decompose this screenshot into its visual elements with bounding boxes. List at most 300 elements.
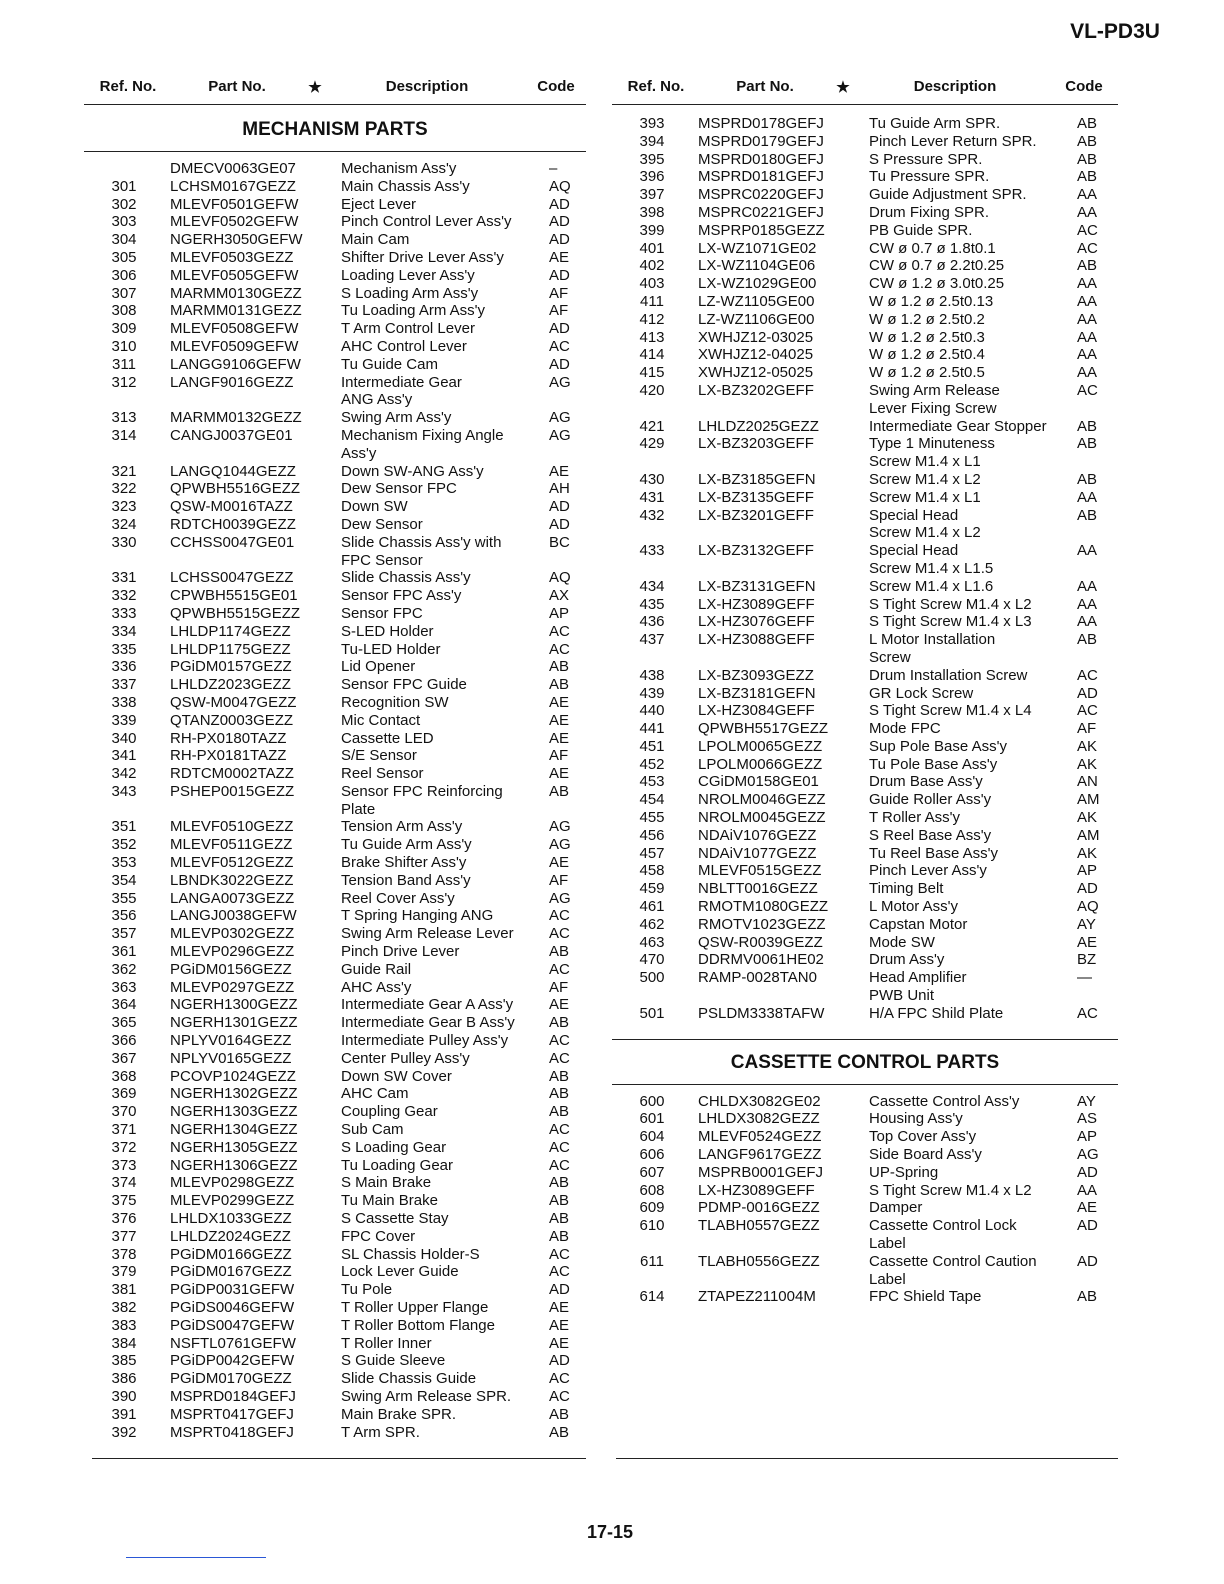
part-no-cell: NDAiV1076GEZZ bbox=[698, 826, 817, 844]
part-no-cell bbox=[684, 560, 865, 578]
left-column bbox=[84, 78, 586, 1441]
ref-no-cell bbox=[620, 987, 684, 1005]
table-row bbox=[84, 374, 586, 392]
code-cell: AC bbox=[549, 1387, 570, 1405]
code-cell: AB bbox=[1077, 631, 1098, 649]
code-cell: AA bbox=[1077, 1181, 1098, 1199]
part-no-cell: PGiDP0031GEFW bbox=[170, 1281, 295, 1299]
ref-no-cell: 415 bbox=[639, 364, 665, 382]
code-cell: AB bbox=[549, 1103, 570, 1121]
ref-no-cell: 362 bbox=[111, 960, 137, 978]
bottom-rule-right bbox=[616, 1458, 1118, 1459]
description-cell: FPC Sensor bbox=[341, 551, 423, 569]
code-cell: AD bbox=[549, 231, 570, 249]
code-cell bbox=[1073, 987, 1113, 1005]
description-cell: Tension Band Ass'y bbox=[341, 871, 471, 889]
ref-no-cell bbox=[92, 801, 156, 819]
part-no-cell bbox=[684, 987, 865, 1005]
ref-no-cell: 301 bbox=[111, 177, 137, 195]
description-cell: Ass'y bbox=[341, 444, 377, 462]
part-no-cell: MSPRP0185GEZZ bbox=[698, 221, 825, 239]
part-no-cell: MLEVF0509GEFW bbox=[170, 337, 299, 355]
header-star: ★ bbox=[308, 79, 322, 96]
part-no-cell: LHLDX1033GEZZ bbox=[170, 1210, 292, 1228]
ref-no-cell: 368 bbox=[111, 1067, 137, 1085]
description-cell: S Main Brake bbox=[341, 1174, 432, 1192]
ref-no-cell: 331 bbox=[111, 569, 137, 587]
table-row bbox=[84, 391, 586, 409]
ref-no-cell: 342 bbox=[111, 765, 137, 783]
table-row bbox=[84, 818, 586, 836]
ref-no-cell: 310 bbox=[111, 337, 137, 355]
part-no-cell: MLEVP0299GEZZ bbox=[170, 1192, 295, 1210]
right-column bbox=[612, 78, 1118, 1306]
description-cell: Tu Guide Arm Ass'y bbox=[341, 836, 472, 854]
ref-no-cell: 391 bbox=[111, 1405, 137, 1423]
table-row bbox=[612, 898, 1118, 916]
ref-no-cell: 357 bbox=[111, 925, 137, 943]
ref-no-cell: 314 bbox=[111, 426, 137, 444]
table-row bbox=[84, 1370, 586, 1388]
description-cell: Dew Sensor bbox=[341, 515, 423, 533]
description-cell: Cassette Control Ass'y bbox=[869, 1092, 1020, 1110]
table-row bbox=[84, 516, 586, 534]
table-row bbox=[612, 1217, 1118, 1235]
code-cell: AE bbox=[549, 996, 570, 1014]
table-row bbox=[612, 702, 1118, 720]
ref-no-cell: 454 bbox=[639, 791, 665, 809]
table-row bbox=[84, 569, 586, 587]
code-cell: AD bbox=[1077, 880, 1098, 898]
description-cell: Head Amplifier bbox=[869, 969, 967, 987]
table-header-right bbox=[612, 78, 1118, 105]
ref-no-cell: 361 bbox=[111, 943, 137, 961]
part-no-cell: DDRMV0061HE02 bbox=[698, 951, 824, 969]
code-cell: AY bbox=[1077, 1092, 1096, 1110]
ref-no-cell bbox=[92, 552, 156, 570]
ref-no-cell: 433 bbox=[639, 542, 665, 560]
part-no-cell: RH-PX0180TAZZ bbox=[170, 729, 287, 747]
code-cell: AC bbox=[549, 1245, 570, 1263]
part-no-cell: CANGJ0037GE01 bbox=[170, 426, 293, 444]
table-row bbox=[84, 427, 586, 445]
part-no-cell bbox=[684, 400, 865, 418]
ref-no-cell: 352 bbox=[111, 836, 137, 854]
ref-no-cell bbox=[620, 400, 684, 418]
ref-no-cell: 382 bbox=[111, 1299, 137, 1316]
ref-no-cell: 396 bbox=[639, 168, 665, 186]
table-row bbox=[612, 1093, 1118, 1111]
code-cell: AA bbox=[1077, 186, 1098, 204]
description-cell: T Arm SPR. bbox=[341, 1423, 420, 1441]
part-no-cell: XWHJZ12-04025 bbox=[698, 346, 814, 364]
description-cell: Intermediate Gear Stopper bbox=[869, 417, 1047, 435]
code-cell: AC bbox=[549, 1263, 570, 1281]
table-row bbox=[612, 613, 1118, 631]
description-cell: AHC Ass'y bbox=[341, 978, 412, 996]
table-row bbox=[612, 275, 1118, 293]
description-cell: FPC Cover bbox=[341, 1227, 416, 1245]
description-cell: Down SW-ANG Ass'y bbox=[341, 462, 484, 480]
ref-no-cell: 395 bbox=[639, 150, 665, 168]
code-cell: AB bbox=[1077, 1288, 1098, 1306]
code-cell: AC bbox=[549, 622, 570, 640]
table-row bbox=[612, 364, 1118, 382]
header-part-no: Part No. bbox=[208, 78, 266, 95]
ref-no-cell: 431 bbox=[639, 488, 665, 506]
ref-no-cell: 430 bbox=[639, 470, 665, 488]
part-no-cell: LPOLM0065GEZZ bbox=[698, 737, 823, 755]
description-cell: Cassette Control Lock bbox=[869, 1217, 1017, 1235]
code-cell: AD bbox=[549, 1281, 570, 1299]
description-cell: Main Cam bbox=[341, 231, 410, 249]
description-cell: Coupling Gear bbox=[341, 1103, 438, 1121]
ref-no-cell: 307 bbox=[111, 284, 137, 302]
description-cell: Mic Contact bbox=[341, 711, 421, 729]
code-cell: AE bbox=[549, 765, 570, 783]
part-no-cell: LX-BZ3093GEZZ bbox=[698, 666, 814, 684]
code-cell: AE bbox=[549, 1299, 570, 1316]
header-description: Description bbox=[913, 78, 997, 95]
ref-no-cell: 376 bbox=[111, 1210, 137, 1228]
description-cell: UP-Spring bbox=[869, 1163, 939, 1181]
code-cell: AB bbox=[1077, 506, 1098, 524]
ref-no-cell: 440 bbox=[639, 702, 665, 720]
table-row bbox=[84, 1299, 586, 1317]
part-no-cell: LX-BZ3135GEFF bbox=[698, 488, 814, 506]
table-row bbox=[612, 1182, 1118, 1200]
table-row bbox=[84, 213, 586, 231]
part-no-cell: MSPRC0220GEFJ bbox=[698, 186, 824, 204]
code-cell bbox=[1073, 1271, 1113, 1289]
code-cell: AB bbox=[549, 1227, 570, 1245]
code-cell: AA bbox=[1077, 364, 1098, 382]
code-cell: AF bbox=[549, 747, 569, 765]
ref-no-cell: 414 bbox=[639, 346, 665, 364]
mechanism-parts-list bbox=[84, 152, 586, 1441]
description-cell: CW ø 0.7 ø 1.8t0.1 bbox=[869, 239, 996, 257]
code-cell: AC bbox=[1077, 666, 1098, 684]
code-cell: AG bbox=[1077, 1146, 1099, 1164]
code-cell: AB bbox=[1077, 470, 1098, 488]
table-row bbox=[612, 1164, 1118, 1182]
code-cell bbox=[545, 391, 585, 409]
code-cell: — bbox=[1077, 969, 1092, 987]
part-no-cell: MLEVF0512GEZZ bbox=[170, 854, 294, 872]
description-cell: Reel Sensor bbox=[341, 765, 424, 783]
ref-no-cell: 379 bbox=[111, 1263, 137, 1281]
ref-no-cell: 455 bbox=[639, 809, 665, 827]
table-row bbox=[612, 631, 1118, 649]
table-row bbox=[84, 765, 586, 783]
ref-no-cell: 432 bbox=[639, 506, 665, 524]
ref-no-cell: 434 bbox=[639, 577, 665, 595]
table-row bbox=[84, 1032, 586, 1050]
ref-no-cell: 335 bbox=[111, 640, 137, 658]
table-row bbox=[612, 240, 1118, 258]
code-cell: AD bbox=[1077, 1252, 1098, 1270]
table-row bbox=[612, 418, 1118, 436]
cassette-control-parts-list bbox=[612, 1085, 1118, 1307]
part-no-cell: QSW-R0039GEZZ bbox=[698, 933, 823, 951]
description-cell: S Tight Screw M1.4 x L2 bbox=[869, 1181, 1032, 1199]
code-cell: AF bbox=[549, 284, 569, 302]
part-no-cell: LANGA0073GEZZ bbox=[170, 889, 295, 907]
table-row bbox=[612, 222, 1118, 240]
ref-no-cell: 321 bbox=[111, 462, 137, 480]
table-row bbox=[84, 979, 586, 997]
code-cell: AK bbox=[1077, 755, 1098, 773]
part-no-cell bbox=[684, 649, 865, 667]
description-cell: Intermediate Gear A Ass'y bbox=[341, 996, 514, 1014]
ref-no-cell bbox=[620, 649, 684, 667]
code-cell: AG bbox=[549, 409, 571, 427]
description-cell: AHC Control Lever bbox=[341, 337, 467, 355]
description-cell: Pinch Drive Lever bbox=[341, 943, 460, 961]
ref-no-cell bbox=[92, 160, 156, 178]
table-row bbox=[612, 560, 1118, 578]
part-no-cell: TLABH0557GEZZ bbox=[698, 1217, 820, 1235]
ref-no-cell: 436 bbox=[639, 613, 665, 631]
ref-no-cell: 610 bbox=[639, 1217, 665, 1235]
table-row bbox=[612, 168, 1118, 186]
description-cell: Tension Arm Ass'y bbox=[341, 818, 463, 836]
description-cell: S Pressure SPR. bbox=[869, 150, 983, 168]
part-no-cell: LX-HZ3084GEFF bbox=[698, 702, 815, 720]
description-cell: Top Cover Ass'y bbox=[869, 1128, 977, 1146]
code-cell: BC bbox=[549, 533, 570, 551]
table-row bbox=[84, 872, 586, 890]
description-cell: W ø 1.2 ø 2.5t0.5 bbox=[869, 364, 985, 382]
description-cell: Drum Installation Screw bbox=[869, 666, 1028, 684]
part-no-cell: NGERH1306GEZZ bbox=[170, 1156, 298, 1174]
table-row bbox=[84, 747, 586, 765]
ref-no-cell: 501 bbox=[639, 1004, 665, 1022]
code-cell: AC bbox=[549, 907, 570, 925]
ref-no-cell: 369 bbox=[111, 1085, 137, 1103]
description-cell: Tu Pole bbox=[341, 1281, 393, 1299]
table-row bbox=[612, 1199, 1118, 1217]
code-cell: AY bbox=[1077, 915, 1096, 933]
table-row bbox=[612, 720, 1118, 738]
code-cell: AE bbox=[1077, 933, 1098, 951]
ref-no-cell: 452 bbox=[639, 755, 665, 773]
ref-no-cell: 308 bbox=[111, 302, 137, 320]
code-cell: AA bbox=[1077, 488, 1098, 506]
code-cell: AB bbox=[549, 943, 570, 961]
ref-no-cell: 373 bbox=[111, 1156, 137, 1174]
description-cell: Guide Adjustment SPR. bbox=[869, 186, 1027, 204]
part-no-cell: QSW-M0016TAZZ bbox=[170, 498, 293, 516]
ref-no-cell bbox=[92, 391, 156, 409]
description-cell: Mode FPC bbox=[869, 720, 941, 738]
table-row bbox=[84, 338, 586, 356]
part-no-cell: LBNDK3022GEZZ bbox=[170, 871, 294, 889]
part-no-cell: MSPRC0221GEFJ bbox=[698, 203, 824, 221]
table-row bbox=[612, 578, 1118, 596]
part-no-cell bbox=[156, 391, 337, 409]
code-cell: – bbox=[549, 160, 558, 177]
description-cell: T Roller Upper Flange bbox=[341, 1299, 489, 1316]
code-cell: AA bbox=[1077, 613, 1098, 631]
description-cell: ANG Ass'y bbox=[341, 391, 413, 409]
table-row bbox=[84, 730, 586, 748]
table-row bbox=[84, 623, 586, 641]
table-row bbox=[612, 1146, 1118, 1164]
ref-no-cell: 604 bbox=[639, 1128, 665, 1146]
part-no-cell: LANGF9617GEZZ bbox=[698, 1146, 822, 1164]
code-cell: AB bbox=[549, 1423, 570, 1441]
ref-no-cell: 384 bbox=[111, 1334, 137, 1352]
table-row bbox=[612, 791, 1118, 809]
ref-no-cell: 411 bbox=[640, 292, 664, 310]
description-cell: Sensor FPC Reinforcing bbox=[341, 782, 503, 800]
description-cell: Label bbox=[869, 1270, 906, 1288]
table-row bbox=[84, 445, 586, 463]
ref-no-cell: 372 bbox=[111, 1138, 137, 1156]
table-row bbox=[612, 1005, 1118, 1023]
code-cell: AK bbox=[1077, 737, 1098, 755]
part-no-cell: NDAiV1077GEZZ bbox=[698, 844, 817, 862]
header-description: Description bbox=[385, 78, 469, 95]
part-no-cell: XWHJZ12-05025 bbox=[698, 364, 814, 382]
part-no-cell: NROLM0045GEZZ bbox=[698, 809, 826, 827]
part-no-cell: CCHSS0047GE01 bbox=[170, 533, 295, 551]
table-row bbox=[84, 605, 586, 623]
part-no-cell: LPOLM0066GEZZ bbox=[698, 755, 823, 773]
code-cell: AB bbox=[549, 1067, 570, 1085]
description-cell: CW ø 0.7 ø 2.2t0.25 bbox=[869, 257, 1005, 275]
description-cell: Pinch Lever Ass'y bbox=[869, 862, 987, 880]
description-cell: SL Chassis Holder-S bbox=[341, 1245, 480, 1263]
code-cell bbox=[1073, 649, 1113, 667]
table-row bbox=[84, 196, 586, 214]
table-row bbox=[84, 552, 586, 570]
part-no-cell: NROLM0046GEZZ bbox=[698, 791, 826, 809]
table-row bbox=[612, 1253, 1118, 1271]
section-title-mechanism: MECHANISM PARTS bbox=[84, 105, 586, 152]
description-cell: Label bbox=[869, 1235, 906, 1253]
code-cell: AB bbox=[549, 1085, 570, 1103]
table-row bbox=[84, 1352, 586, 1370]
table-row bbox=[612, 293, 1118, 311]
part-no-cell: LX-WZ1104GE06 bbox=[698, 257, 816, 275]
code-cell: AC bbox=[1077, 221, 1098, 239]
page-number: 17-15 bbox=[586, 1522, 634, 1542]
description-cell: Swing Arm Release bbox=[869, 381, 1000, 399]
table-row bbox=[612, 257, 1118, 275]
code-cell: AG bbox=[549, 426, 571, 444]
section-title-cassette: CASSETTE CONTROL PARTS bbox=[612, 1039, 1118, 1085]
description-cell: Special Head bbox=[869, 542, 959, 560]
code-cell: AC bbox=[549, 1049, 570, 1067]
table-row bbox=[84, 587, 586, 605]
table-row bbox=[612, 934, 1118, 952]
ref-no-cell: 402 bbox=[639, 257, 665, 275]
description-cell: Screw M1.4 x L1 bbox=[869, 453, 981, 471]
description-cell: T Arm Control Lever bbox=[341, 320, 475, 338]
part-no-cell: LX-BZ3131GEFN bbox=[698, 577, 816, 595]
table-row bbox=[84, 890, 586, 908]
code-cell: AC bbox=[549, 1156, 570, 1174]
ref-no-cell: 600 bbox=[639, 1092, 665, 1110]
part-no-cell bbox=[684, 524, 865, 542]
table-row bbox=[612, 880, 1118, 898]
code-cell bbox=[1073, 453, 1113, 471]
ref-no-cell bbox=[620, 560, 684, 578]
code-cell: AE bbox=[549, 462, 570, 480]
part-no-cell: TLABH0556GEZZ bbox=[698, 1252, 820, 1270]
code-cell: AC bbox=[549, 1370, 570, 1388]
code-cell bbox=[1073, 560, 1113, 578]
code-cell: AD bbox=[549, 498, 570, 516]
description-cell: Lock Lever Guide bbox=[341, 1263, 459, 1281]
description-cell: W ø 1.2 ø 2.5t0.2 bbox=[869, 310, 985, 328]
code-cell bbox=[1073, 1235, 1113, 1253]
ref-no-cell: 456 bbox=[639, 826, 665, 844]
ref-no-cell: 339 bbox=[111, 711, 137, 729]
code-cell: AB bbox=[549, 1192, 570, 1210]
ref-no-cell: 305 bbox=[111, 248, 137, 266]
part-no-cell: RDTCH0039GEZZ bbox=[170, 515, 296, 533]
code-cell: AB bbox=[1077, 168, 1098, 186]
ref-no-cell: 323 bbox=[111, 498, 137, 516]
code-cell: AD bbox=[549, 515, 570, 533]
code-cell: AB bbox=[1077, 435, 1098, 453]
table-row bbox=[612, 311, 1118, 329]
code-cell: AB bbox=[1077, 132, 1098, 150]
description-cell: Screw M1.4 x L2 bbox=[869, 524, 981, 542]
description-cell: Screw M1.4 x L1.6 bbox=[869, 577, 994, 595]
code-cell: AB bbox=[549, 1405, 570, 1423]
table-row bbox=[84, 302, 586, 320]
code-cell: AE bbox=[549, 248, 570, 266]
ref-no-cell: 375 bbox=[111, 1192, 137, 1210]
ref-no-cell: 421 bbox=[639, 417, 665, 435]
ref-no-cell: 398 bbox=[639, 203, 665, 221]
table-row bbox=[84, 658, 586, 676]
table-row bbox=[612, 133, 1118, 151]
table-row bbox=[84, 1424, 586, 1442]
part-no-cell: MARMM0130GEZZ bbox=[170, 284, 302, 302]
ref-no-cell: 435 bbox=[639, 595, 665, 613]
description-cell: S/E Sensor bbox=[341, 747, 417, 765]
code-cell: AB bbox=[549, 782, 570, 800]
mechanism-parts-list-continued bbox=[612, 105, 1118, 1023]
description-cell: Drum Ass'y bbox=[869, 951, 945, 969]
ref-no-cell: 378 bbox=[111, 1245, 137, 1263]
description-cell: Tu Guide Arm SPR. bbox=[869, 115, 1001, 132]
part-no-cell: QPWBH5517GEZZ bbox=[698, 720, 829, 738]
table-row bbox=[84, 996, 586, 1014]
table-row bbox=[84, 463, 586, 481]
table-row bbox=[84, 534, 586, 552]
table-row bbox=[612, 987, 1118, 1005]
part-no-cell: NGERH3050GEFW bbox=[170, 231, 303, 249]
ref-no-cell: 341 bbox=[111, 747, 137, 765]
table-row bbox=[84, 1139, 586, 1157]
table-row bbox=[84, 498, 586, 516]
code-cell: AC bbox=[1077, 702, 1098, 720]
table-row bbox=[84, 320, 586, 338]
ref-no-cell bbox=[620, 453, 684, 471]
description-cell: L Motor Installation bbox=[869, 631, 996, 649]
description-cell: Screw M1.4 x L2 bbox=[869, 470, 981, 488]
ref-no-cell bbox=[92, 445, 156, 463]
part-no-cell: MSPRD0178GEFJ bbox=[698, 115, 824, 132]
part-no-cell: RH-PX0181TAZZ bbox=[170, 747, 287, 765]
description-cell: Shifter Drive Lever Ass'y bbox=[341, 248, 504, 266]
